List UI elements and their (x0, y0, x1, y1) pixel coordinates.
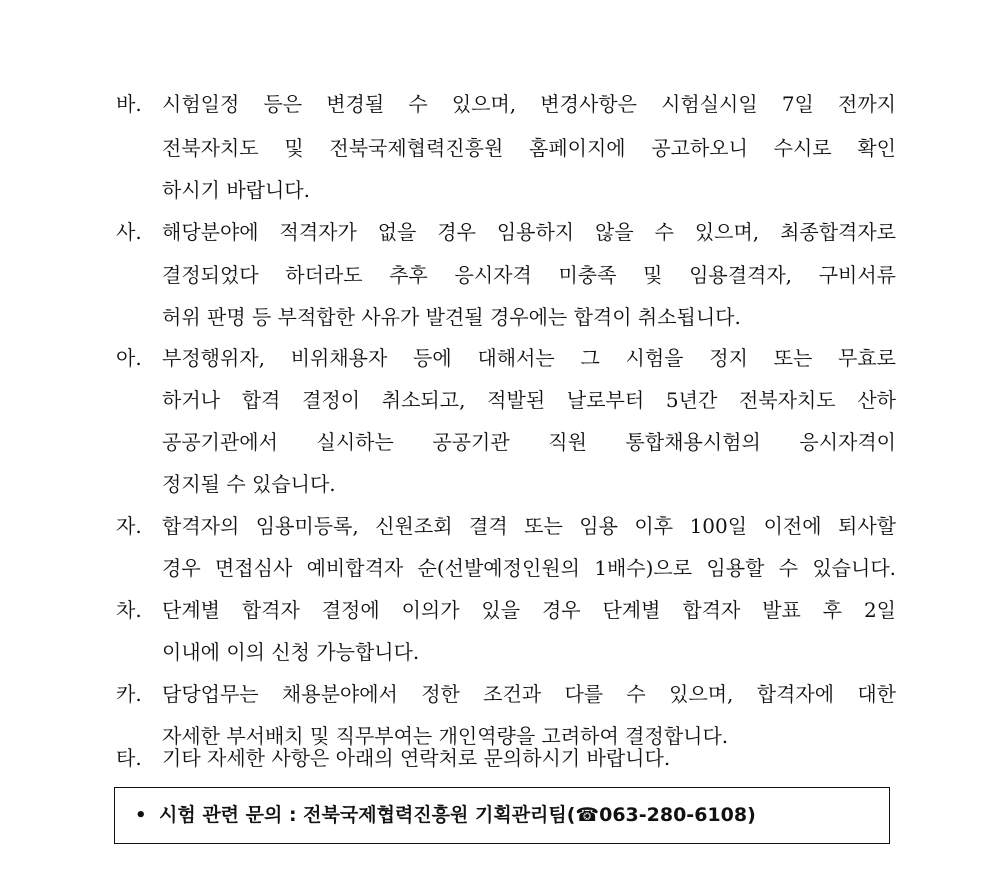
item-line: 담당업무는 채용분야에서 정한 조건과 다를 수 있으며, 합격자에 대한 (162, 682, 896, 706)
item-line: 전북자치도 및 전북국제협력진흥원 홈페이지에 공고하오니 수시로 확인 (162, 136, 896, 160)
item-marker: 사. (116, 220, 142, 244)
item-line: 하시기 바랍니다. (162, 178, 310, 202)
item-line: 합격자의 임용미등록, 신원조회 결격 또는 임용 이후 100일 이전에 퇴사할 (162, 514, 896, 538)
item-marker: 타. (116, 746, 142, 770)
item-line: 하거나 합격 결정이 취소되고, 적발된 날로부터 5년간 전북자치도 산하 (162, 388, 896, 412)
item-marker: 자. (116, 514, 142, 538)
item-line: 정지될 수 있습니다. (162, 472, 336, 496)
contact-info: 시험 관련 문의 : 전북국제협력진흥원 기획관리팀(☎063-280-6108) (159, 804, 756, 826)
item-line: 허위 판명 등 부적합한 사유가 발견될 경우에는 합격이 취소됩니다. (162, 305, 741, 329)
item-line: 해당분야에 적격자가 없을 경우 임용하지 않을 수 있으며, 최종합격자로 (162, 220, 896, 244)
item-marker: 카. (116, 682, 142, 706)
item-marker: 바. (116, 92, 142, 116)
item-line: 부정행위자, 비위채용자 등에 대해서는 그 시험을 정지 또는 무효로 (162, 346, 896, 370)
item-line: 결정되었다 하더라도 추후 응시자격 미충족 및 임용결격자, 구비서류 (162, 263, 896, 287)
item-marker: 아. (116, 346, 142, 370)
item-line: 자세한 부서배치 및 직무부여는 개인역량을 고려하여 결정합니다. (162, 724, 729, 748)
item-line: 시험일정 등은 변경될 수 있으며, 변경사항은 시험실시일 7일 전까지 (162, 92, 896, 116)
bullet-icon: • (135, 805, 147, 826)
item-line: 경우 면접심사 예비합격자 순(선발예정인원의 1배수)으로 임용할 수 있습니다. (162, 556, 896, 580)
contact-box (114, 787, 890, 844)
item-line: 기타 자세한 사항은 아래의 연락처로 문의하시기 바랍니다. (162, 746, 671, 770)
item-line: 이내에 이의 신청 가능합니다. (162, 640, 420, 664)
item-line: 단계별 합격자 결정에 이의가 있을 경우 단계별 합격자 발표 후 2일 (162, 598, 896, 622)
item-marker: 차. (116, 598, 142, 622)
item-line: 공공기관에서 실시하는 공공기관 직원 통합채용시험의 응시자격이 (162, 430, 896, 454)
